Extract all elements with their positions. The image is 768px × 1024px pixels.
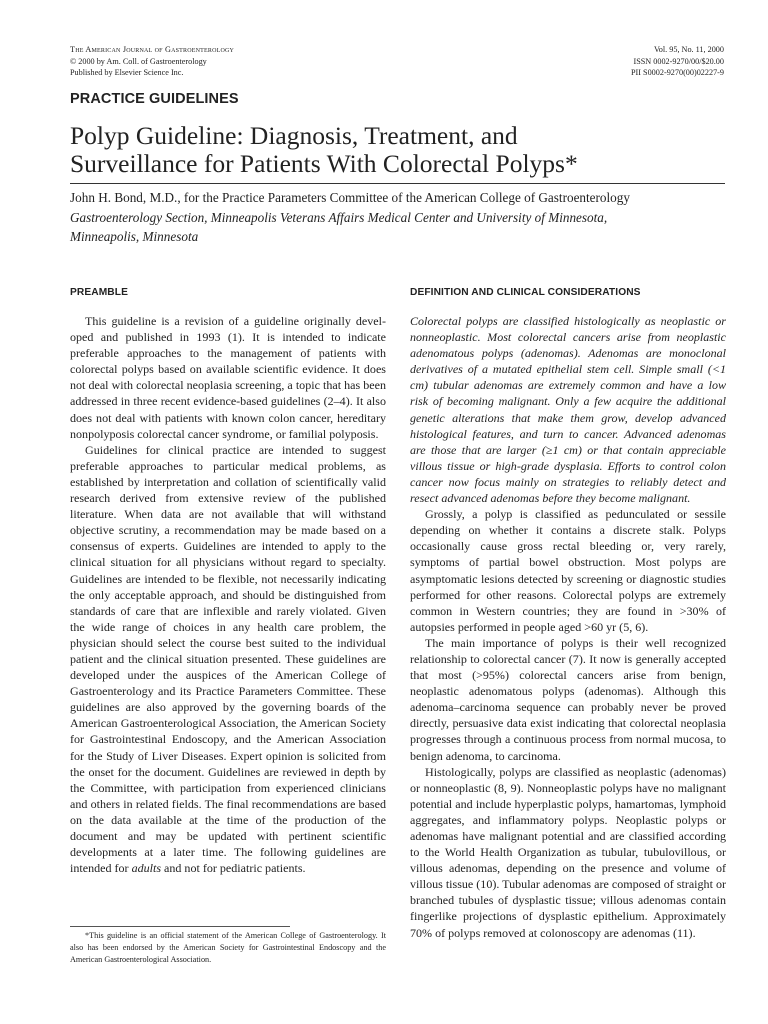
journal-name: The American Journal of Gastroenterology — [70, 45, 235, 54]
issn-line: ISSN 0002-9270/00/$20.00 — [633, 56, 724, 66]
footnote-rule — [70, 926, 290, 927]
definition-paragraph-4: Histologically, polyps are classified as neoplastic (adenomas) or nonneoplastic (8, 9). Nonneoplastic polyps have no malignant potential and include hyperplastic polyps, hamartomas, lymphoid aggregates, and inflammatory polyps. Neoplastic polyps or adenomas have malignant potential and are classified according to the World Health Organization as tubular, tubulovillous, or villous adenomas, depending on the presence and volume of villous tissue (10). Tubular adenomas are composed of straight or branched tubules of dysplastic tissue; villous adenomas contain fingerlike projections of dysplastic epithelium. Approximately 70% of polyps removed at colonoscopy are adenomas (11). — [410, 764, 726, 940]
masthead-right — [631, 44, 724, 79]
left-column — [70, 287, 386, 876]
preamble-paragraph-2-end: and not for pediatric patients. — [161, 861, 306, 876]
title-rule — [70, 183, 725, 184]
affiliation-line-2: Minneapolis, Minnesota — [70, 228, 199, 244]
preamble-heading: PREAMBLE — [70, 287, 128, 298]
footnote-text: *This guideline is an official statement of the American College of Gastroenterology. It also has been endorsed by the American Society for Gastrointestinal Endoscopy and the American Gastroenterological Association. — [70, 931, 386, 964]
section-label: PRACTICE GUIDELINES — [70, 91, 239, 107]
preamble-paragraph-1: This guideline is a revision of a guideline originally developed and published in 1993 (1). It is intended to indicate preferable approaches to the management of patients with colorectal polyps based on available scientific evidence. It does not deal with colorectal neoplasia screening, a topic that has been addressed in three recent evidence-based guidelines (2–4). It also does not deal with patients with known colon cancer, hereditary nonpolyposis colorectal cancer syndrome, or familial polyposis. — [70, 314, 386, 441]
definition-paragraph-1: Colorectal polyps are classified histologically as neoplastic or nonneoplastic. Most colorectal cancers arise from neoplastic adenomatous polyps (adenomas). Adenomas are monoclonal derivatives of a mutated epithelial stem cell. Simple small (<1 cm) tubular adenomas are extremely common and have a low risk of becoming malignant. Only a few acquire the additional genetic alterations that make them grow, develop advanced histological features, and turn to cancer. Advanced adenomas are those that are larger (≥1 cm) or that contain appreciable villous tissue or high-grade dysplasia. Efforts to control colon cancer now focus mainly on strategies to reliably detect and resect advanced adenomas before they become malignant. — [410, 314, 726, 506]
author-line: John H. Bond, M.D., for the Practice Parameters Committee of the American College of Gastroenterology — [70, 190, 630, 205]
pii-line: PII S0002-9270(00)02227-9 — [630, 68, 724, 77]
footnote — [70, 930, 386, 966]
publisher-line: Published by Elsevier Science Inc. — [70, 68, 184, 77]
definition-paragraph-3: The main importance of polyps is their well recognized relationship to colorectal cancer (7). It now is generally accepted that most (>95%) colorectal cancers arise from benign, neoplastic adenomatous polyps (adenomas). Although this adenoma–carcinoma sequence can probably never be proved directly, persuasive data exist indicating that colorectal neoplasia progresses through a continuous process from normal mucosa, to benign adenoma, to carcinoma. — [410, 635, 726, 763]
preamble-paragraph-2-main: Guidelines for clinical practice are intended to suggest preferable approaches to particular medical problems, as established by interpretation and collation of scientifically valid research derived from extensive review of the published literature. When data are not available that will withstand objective scrutiny, a recommendation may be made based on a consensus of experts. Guidelines are intended to apply to the clinical situation for all physicians without regard to specialty. Guidelines are intended to be flexible, not necessarily indicating the only acceptable approach, and should be distinguished from standards of care that are inflexible and rarely violated. Given the wide range of choices in any health care problem, the physician should select the course best suited to the individual patient and the clinical situation presented. These guidelines are developed under the auspices of the American College of Gastroenterology and its Practice Parameters Committee. These guidelines are also approved by the governing boards of the American Gastroenterological Association, the American Society for Gastrointestinal Endoscopy, and the American Association for the Study of Liver Diseases. Expert opinion is solicited from the onset for the document. Guidelines are reviewed in depth by the Committee, with participation from experienced clinicians and others in related fields. The final recommendations are based on the data available at the time of the production of the document and may be updated with pertinent scientific developments at a later time. The following guidelines are intended for — [70, 442, 386, 876]
article-title — [70, 122, 730, 178]
affiliation-line-1: Gastroenterology Section, Minneapolis Veterans Affairs Medical Center and University of Minnesota, — [70, 210, 608, 225]
preamble-paragraph-2-emphasis: adults — [131, 861, 162, 876]
copyright-line: © 2000 by Am. Coll. of Gastroenterology — [70, 56, 207, 66]
definition-paragraph-2: Grossly, a polyp is classified as pedunculated or sessile depending on whether it contains a discrete stalk. Polyps occasionally cause gross rectal bleeding or, very rarely, symptoms of partial bowel obstruction. Most polyps are asymptomatic lesions detected by screening or diagnostic studies performed for other reasons. Colorectal polyps are extremely common in Western countries; they are found in >30% of autopsies performed in people aged >60 yr (5, 6). — [410, 507, 726, 634]
right-column — [410, 287, 726, 941]
definition-heading: DEFINITION AND CLINICAL CONSIDERATIONS — [410, 287, 641, 298]
volume-line: Vol. 95, No. 11, 2000 — [653, 45, 724, 54]
title-line-1: Polyp Guideline: Diagnosis, Treatment, and — [70, 121, 518, 150]
preamble-paragraph-2 — [70, 442, 386, 877]
masthead-left — [70, 44, 234, 79]
affiliation — [70, 209, 730, 246]
title-line-2: Surveillance for Patients With Colorectal Polyps* — [70, 149, 578, 178]
